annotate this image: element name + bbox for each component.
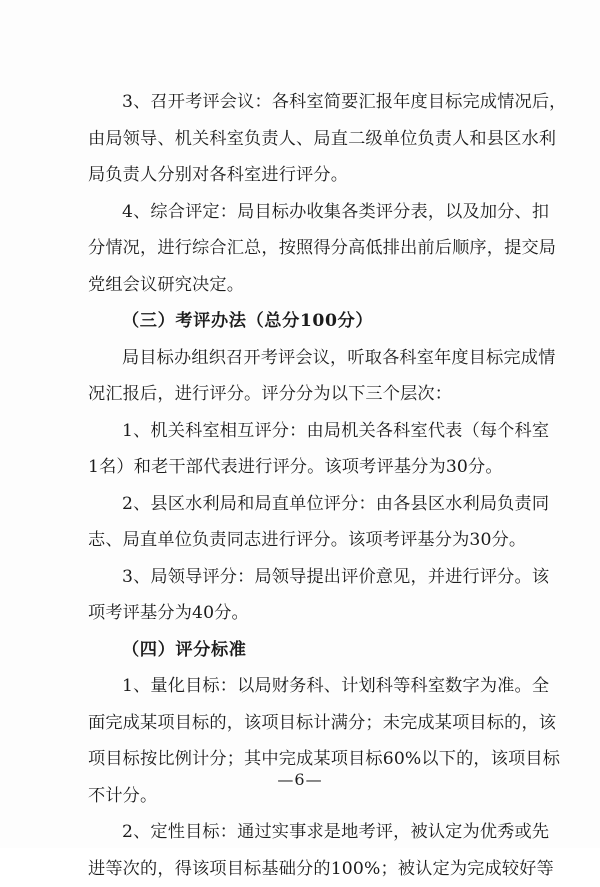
body-text-line: 党组会议研究决定。 [88,267,528,304]
body-text-line: 3、召开考评会议：各科室简要汇报年度目标完成情况后， [88,84,528,121]
body-text-line: 不计分。 [88,778,528,815]
body-text-line: 项目标按比例计分；其中完成某项目标60%以下的，该项目标 [88,741,528,778]
body-text-line: 项考评基分为40分。 [88,595,528,632]
body-text-line: 局负责人分别对各科室进行评分。 [88,157,528,194]
body-text-line: 局目标办组织召开考评会议，听取各科室年度目标完成情 [88,340,528,377]
body-text-line: 进等次的，得该项目标基础分的100%；被认定为完成较好等 [88,851,528,887]
body-text-line: 2、定性目标：通过实事求是地考评，被认定为优秀或先 [88,814,528,851]
body-text-line: 3、局领导评分：局领导提出评价意见，并进行评分。该 [88,559,528,596]
body-text-line: 由局领导、机关科室负责人、局直二级单位负责人和县区水利 [88,121,528,158]
section-heading: （四）评分标准 [88,632,528,669]
body-text-line: 1、机关科室相互评分：由局机关各科室代表（每个科室 [88,413,528,450]
body-text-line: 1、量化目标：以局财务科、计划科等科室数字为准。全 [88,668,528,705]
body-text-line: 面完成某项目标的，该项目标计满分；未完成某项目标的，该 [88,705,528,742]
body-text-line: 4、综合评定：局目标办收集各类评分表，以及加分、扣 [88,194,528,231]
section-heading: （三）考评办法（总分100分） [88,303,528,340]
body-text-line: 况汇报后，进行评分。评分分为以下三个层次： [88,376,528,413]
body-text-line: 2、县区水利局和局直单位评分：由各县区水利局负责同 [88,486,528,523]
page-number: —6— [0,770,600,789]
body-text-line: 分情况，进行综合汇总，按照得分高低排出前后顺序，提交局 [88,230,528,267]
body-text-line: 志、局直单位负责同志进行评分。该项考评基分为30分。 [88,522,528,559]
body-text-line: 1名）和老干部代表进行评分。该项考评基分为30分。 [88,449,528,486]
document-body [88,84,528,887]
